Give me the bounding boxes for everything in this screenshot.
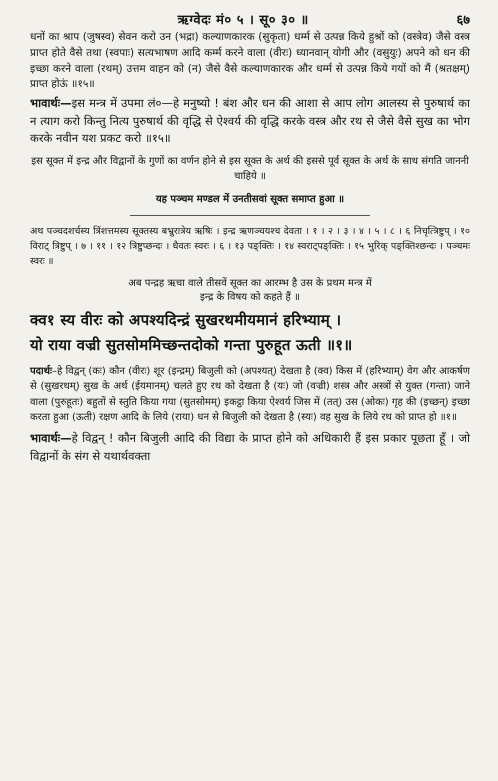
bhavartha-paragraph-2: [30, 430, 470, 465]
page-header: [30, 0, 470, 30]
bhavartha-label: भावार्थः—: [30, 96, 72, 111]
bhavartha-label-2: भावार्थः—: [30, 431, 72, 446]
padartha-text: –हे विद्वन् (कः) कौन (वीरः) शूर (इन्द्रम्) बिजुली को (अपश्यत्) देखता है (क्व) किस में (हरिभ्याम्) वेग और आकर्षण से (सुखरथम्) सुख के अर्थ (ईयमानम्) चलते हुए रथ को देखता है (यः) जो (वज्री) शस्त्र और अस्त्रों से युक्त (गन्ता) जाने वाला (पुरुहूतः) बहुतों से स्तुति किया गया (सुतसोमम्) इकट्ठा किया ऐश्वर्य जिस में (तत्) उस (ओकः) गृह की (इच्छन्) इच्छा करता हुआ (ऊती) रक्षण आदि के लिये (राया) धन से बिजुली को देखता है (स्यः) वह सुख के लिये रथ को प्राप्त हो ॥१॥: [30, 365, 470, 424]
mantra-line-1: क्व१ स्य वीरः को अपश्यदिन्द्रं सुखरथमीयमानं हरिभ्याम् ।: [30, 310, 342, 329]
rishi-devata-line: अथ पञ्चदशर्चस्य त्रिंशत्तमस्य सूक्तस्य बभ्रुरात्रेय ऋषिः । इन्द्र ऋणञ्चयश्च देवता । १ । २ । ३ । ४ । ५ । ८ । ६ निचृत्त्रिष्टुप् । १० विराट् त्रिष्टुप् । ७ । ११ । १२ त्रिष्टुप्छन्दः । धैवतः स्वरः । ६ । १३ पङ्क्तिः । १४ स्वराट्पङ्क्तिः । १५ भुरिक् पङ्क्तिश्छन्दः । पञ्चमः स्वरः ॥: [30, 225, 470, 267]
intro-line-2: इन्द्र के विषय को कहते हैं ॥: [199, 292, 301, 304]
page-number: ६७: [456, 13, 470, 28]
sukta-intro: [30, 277, 470, 306]
bhavartha-text: इस मन्त्र में उपमा लं०—हे मनुष्यो ! बंश और धन की आशा से आप लोग आलस्य से पुरुषार्थ का न त्याग करो किन्तु नित्य पुरुषार्थ की वृद्धि से ऐश्वर्य की वृद्धि करके वस्त्र और रथ से जैसे वैसे सुख का भोग करके नवीन यश प्रकट करो ॥१५॥: [30, 96, 470, 146]
padartha-paragraph: [30, 364, 470, 426]
padartha-continuation: धनों का श्राप (जुषस्व) सेवन करो उन (भद्रा) कल्याणकारक (सुकृता) धर्म्म से उत्पन्न किये हुश्रों को (वस्त्रेव) जैसे वस्त्र प्राप्त होते वैसे तथा (स्वपाः) सत्यभाषण आदि कर्म्म करने वाला (वीरः) ध्यानवान् योगी और (वसुयुः) अपने को धन की इच्छा करने वाला (रथम्) उत्तम वाहन को (न) जैसे वैसे कल्याणकारक और धर्म्म से उत्पन्न किये गयों को मैं (श्रतक्षम्) प्राप्त होऊं ॥१५॥: [30, 31, 470, 91]
running-title: ऋग्वेदः मं० ५ । सू० ३० ॥: [177, 13, 309, 28]
section-divider: [130, 215, 370, 216]
bhavartha-text-2: हे विद्वन् ! कौन बिजुली आदि की विद्या के प्राप्त होने को अधिकारी हैं इस प्रकार पूछता हूँ । जो विद्वानों के संग से यथार्थवक्ता: [30, 431, 470, 463]
sukta-note: इस सूक्त में इन्द्र और विद्वानों के गुणों का वर्णन होने से इस सूक्त के अर्थ की इससे पूर्व सूक्त के अर्थ के साथ संगति जाननी चाहिये ॥: [31, 155, 469, 183]
mantra-line-2: यो राया वज्री सुतसोममिच्छन्तदोको गन्ता पुरुहूत ऊती ॥१॥: [30, 335, 353, 354]
intro-line-1: अब पन्द्रह ऋचा वाले तीसवें सूक्त का आरम्भ है उस के प्रथम मन्त्र में: [128, 277, 372, 289]
sukta-end-line: यह पञ्चम मण्डल में उनतीसवां सूक्त समाप्त हुआ ॥: [155, 193, 345, 205]
mantra-block: [30, 308, 470, 358]
bhavartha-paragraph: [30, 95, 470, 148]
padartha-label: पदार्थः: [30, 365, 52, 377]
